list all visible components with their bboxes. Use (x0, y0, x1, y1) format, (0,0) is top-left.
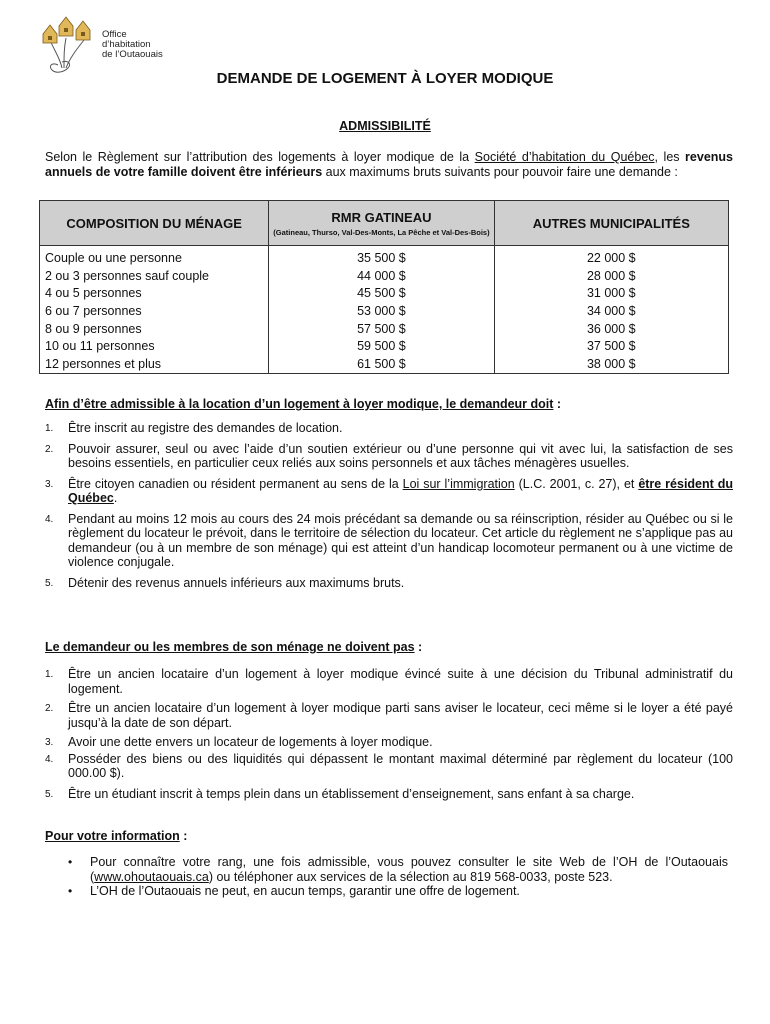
section1-heading (45, 397, 561, 411)
cell-rmr: 61 500 $ (269, 356, 494, 374)
table-row (40, 338, 729, 356)
item-text: Posséder des biens ou des liquidités qui dépassent le montant maximal déterminé par règlement du locateur (100 000.00 $). (68, 751, 733, 780)
item-text: Pendant au moins 12 mois au cours des 24 mois précédant sa demande ou sa réinscription, résider au Québec ou si le règlement du locateur le prévoit, dans le territoire de sélection du locateur. Cet article du règlement ne s’applique pas au demandeur (ou à un membre de son ménage) qui est atteint d’un handicap locomoteur permanent ou à une victime de violence conjugale. (68, 511, 733, 569)
table-row (40, 285, 729, 303)
heading-text: Pour votre information (45, 829, 180, 843)
item-text: . (113, 491, 118, 505)
cell-autres: 36 000 $ (494, 320, 728, 338)
cell-composition: 12 personnes et plus (40, 356, 269, 374)
header-label: RMR GATINEAU (331, 209, 432, 225)
item-number: 1. (45, 423, 54, 434)
intro-paragraph (45, 150, 733, 180)
list-item (45, 701, 733, 730)
item-text: Être un ancien locataire d’un logement à loyer modique parti sans aviser le locateur, ceci même si le loyer a été payé jusqu’à la date de son départ. (68, 701, 733, 730)
page-title: DEMANDE DE LOGEMENT À LOYER MODIQUE (216, 70, 554, 87)
heading-colon: : (414, 640, 423, 654)
heading-text: Le demandeur ou les membres de son ménage ne doivent pas (45, 640, 415, 654)
heading-text: Afin d’être admissible à la location d’un logement à loyer modique, le demandeur doit (45, 397, 554, 411)
cell-autres: 22 000 $ (494, 246, 728, 268)
heading-colon: : (553, 397, 562, 411)
table-row (40, 268, 729, 286)
header-composition (40, 201, 269, 246)
cell-rmr: 57 500 $ (269, 320, 494, 338)
cell-autres: 31 000 $ (494, 285, 728, 303)
item-number: 5. (45, 788, 54, 800)
table-row (40, 320, 729, 338)
bullet-icon: • (68, 884, 73, 898)
cell-rmr: 53 000 $ (269, 303, 494, 321)
intro-text: Selon le Règlement sur l’attribution des logements à loyer modique de la (45, 150, 475, 164)
cell-rmr: 45 500 $ (269, 285, 494, 303)
logo-line: d’habitation (102, 39, 151, 50)
exclusion-list (45, 667, 733, 801)
list-item (45, 477, 733, 506)
table-header-row (40, 201, 729, 246)
item-text: Être inscrit au registre des demandes de location. (68, 421, 343, 435)
cell-rmr: 35 500 $ (269, 246, 494, 268)
immigration-law-link[interactable]: Loi sur l’immigration (402, 476, 515, 491)
item-number: 4. (45, 513, 54, 525)
header-label: AUTRES MUNICIPALITÉS (532, 215, 690, 231)
section-subtitle: ADMISSIBILITÉ (339, 119, 431, 133)
list-item (45, 442, 733, 471)
item-number: 3. (45, 737, 54, 748)
item-text: ) ou téléphoner aux services de la sélection au 819 568-0033, poste 523. (208, 869, 613, 884)
header-note: (Gatineau, Thurso, Val-Des-Monts, La Pêche et Val-Des-Bois) (273, 227, 490, 237)
item-text: Pouvoir assurer, seul ou avec l’aide d’un soutien extérieur ou d’une personne qui vit avec lui, la satisfaction de ses besoins essentiels, en particulier ceux reliés aux soins personnels et aux tâches ménagères usuelles. (68, 441, 733, 470)
item-text: Avoir une dette envers un locateur de logements à loyer modique. (68, 735, 433, 749)
table-row (40, 246, 729, 268)
item-text: Être un étudiant inscrit à temps plein dans un établissement d’enseignement, sans enfant à sa charge. (68, 786, 635, 801)
website-link[interactable]: www.ohoutaouais.ca (94, 869, 209, 884)
list-item (45, 421, 733, 436)
item-number: 5. (45, 577, 54, 589)
item-text: Être citoyen canadien ou résident permanent au sens de la (68, 476, 403, 491)
logo-text (102, 30, 163, 60)
intro-text: , les (654, 150, 686, 164)
income-table (39, 200, 729, 374)
section2-heading (45, 640, 422, 654)
item-text: (L.C. 2001, c. 27), et (514, 476, 639, 491)
table-row (40, 303, 729, 321)
item-text: Détenir des revenus annuels inférieurs aux maximums bruts. (68, 575, 405, 590)
cell-rmr: 59 500 $ (269, 338, 494, 356)
list-item (45, 787, 733, 802)
section3-heading (45, 829, 187, 843)
logo-line: Office (102, 29, 127, 40)
cell-composition: 4 ou 5 personnes (40, 285, 269, 303)
list-item (45, 752, 733, 781)
item-number: 2. (45, 443, 54, 455)
cell-rmr: 44 000 $ (269, 268, 494, 286)
list-item (45, 512, 733, 570)
header-label: COMPOSITION DU MÉNAGE (66, 215, 242, 231)
shq-link[interactable]: Société d’habitation du Québec (474, 150, 655, 164)
item-bold: être résident du Québec (68, 476, 733, 505)
heading-colon: : (179, 829, 188, 843)
cell-autres: 34 000 $ (494, 303, 728, 321)
table-row (40, 356, 729, 374)
item-number: 4. (45, 753, 54, 765)
info-list (68, 855, 728, 899)
list-item (45, 667, 733, 696)
item-text: Être un ancien locataire d’un logement à loyer modique évincé suite à une décision du Tribunal administratif du logement. (68, 667, 733, 696)
cell-composition: 10 ou 11 personnes (40, 338, 269, 356)
bullet-icon: • (68, 855, 73, 869)
list-item (68, 884, 728, 899)
list-item (45, 576, 733, 591)
header-autres (494, 201, 728, 246)
item-number: 1. (45, 669, 54, 680)
item-number: 2. (45, 703, 54, 714)
list-item (68, 855, 728, 884)
item-text: Pour connaître votre rang, une fois admissible, vous pouvez consulter le site Web de l’OH de l’Outaouais ( (90, 855, 728, 884)
logo-line: de l’Outaouais (102, 49, 163, 60)
eligibility-list (45, 421, 733, 590)
intro-text: aux maximums bruts suivants pour pouvoir faire une demande : (322, 165, 678, 179)
cell-composition: 6 ou 7 personnes (40, 303, 269, 321)
cell-composition: Couple ou une personne (40, 246, 269, 268)
cell-composition: 2 ou 3 personnes sauf couple (40, 268, 269, 286)
item-number: 3. (45, 478, 54, 490)
cell-composition: 8 ou 9 personnes (40, 320, 269, 338)
header-rmr (269, 201, 494, 246)
cell-autres: 38 000 $ (494, 356, 728, 374)
item-text: L’OH de l’Outaouais ne peut, en aucun temps, garantir une offre de logement. (90, 884, 520, 898)
cell-autres: 28 000 $ (494, 268, 728, 286)
intro-bold: revenus annuels de votre famille doivent être inférieurs (45, 150, 733, 179)
list-item (45, 735, 733, 750)
cell-autres: 37 500 $ (494, 338, 728, 356)
